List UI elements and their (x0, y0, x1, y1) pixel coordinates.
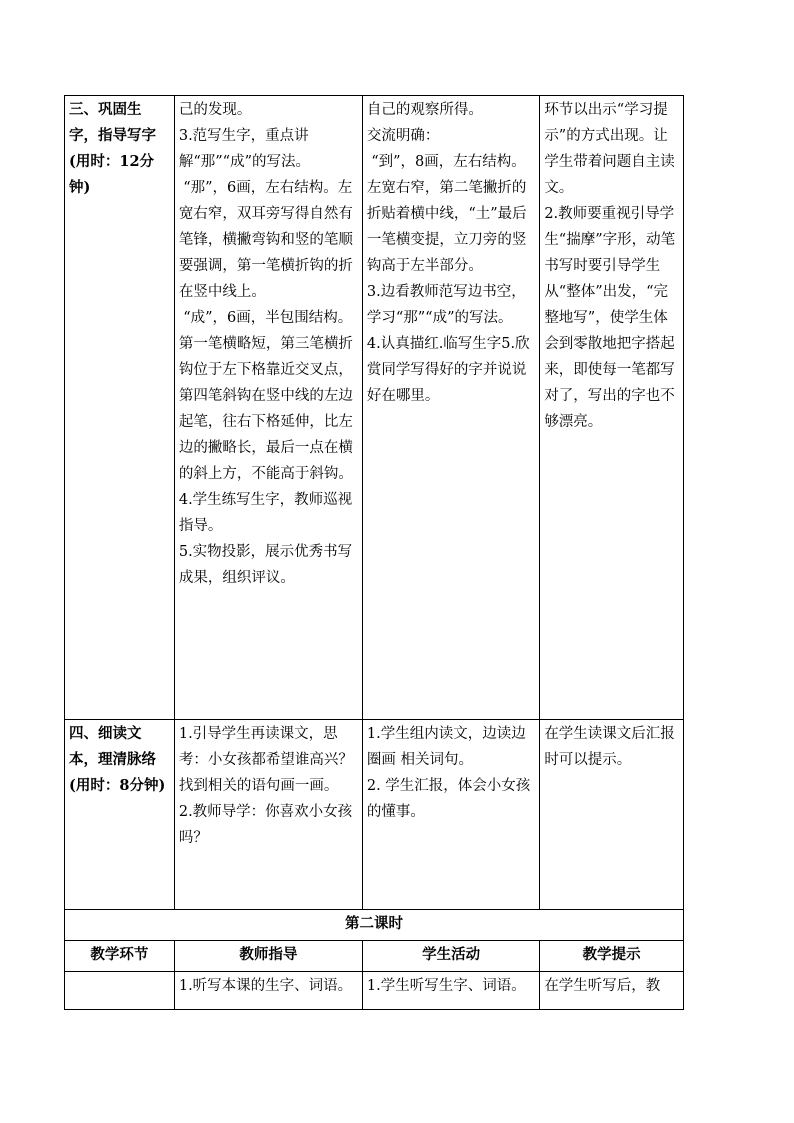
lesson-plan-table (64, 95, 684, 1010)
section-title: 第二课时 (65, 910, 684, 941)
table-header-row (65, 941, 684, 972)
student-cell-dictation: 1.学生听写生字、词语。 (362, 972, 539, 1010)
tip-cell-dictation: 在学生听写后，教 (540, 972, 684, 1010)
paragraph: 在学生读课文后汇报时可以提示。 (544, 726, 675, 768)
stage-cell-reading (65, 720, 175, 910)
stage-cell-dictation (65, 972, 175, 1010)
tip-cell-reading (540, 720, 684, 910)
paragraph: 2.教师要重视引导学生“揣摩”字形，动笔书写时要引导学生从“整体”出发，“完整地写”，使学生体会到零散地把字搭起来，即使每一笔都写对了，写出的字也不够漂亮。 (544, 206, 676, 430)
stage-label: 四、细读文本，理清脉络(用时：8分钟) (69, 725, 166, 794)
stage-cell-consolidate (65, 96, 175, 720)
paragraph: “那”，6画，左右结构。左宽右窄，双耳旁写得自然有笔锋，横撇弯钩和竖的笔顺要强调，第一笔横折钩的折在竖中线上。 (178, 180, 353, 300)
paragraph: 2.教师导学：你喜欢小女孩吗？ (178, 804, 353, 846)
table-row-dictation (65, 972, 684, 1010)
teacher-cell-consolidate (174, 96, 362, 720)
paragraph: 5.实物投影，展示优秀书写成果，组织评议。 (178, 544, 353, 586)
paragraph: 2. 学生汇报，体会小女孩的懂事。 (366, 778, 531, 820)
column-header-tip: 教学提示 (540, 941, 684, 972)
table-row-section-title (65, 910, 684, 941)
paragraph: 己的发现。 (178, 102, 252, 118)
paragraph: 1.学生组内读文，边读边圈画 相关词句。 (366, 726, 526, 768)
column-header-student: 学生活动 (362, 941, 539, 972)
paragraph: “到”，8画，左右结构。左宽右窄，第二笔撇折的折贴着横中线，“土”最后一笔横变提，立刀旁的竖钩高于左半部分。 (366, 154, 527, 274)
table-row-reading (65, 720, 684, 910)
student-cell-reading (362, 720, 539, 910)
table-row-consolidate (65, 96, 684, 720)
column-header-stage: 教学环节 (65, 941, 175, 972)
teacher-cell-dictation: 1.听写本课的生字、词语。 (174, 972, 362, 1010)
paragraph: “成”，6画，半包围结构。第一笔横略短，第三笔横折钩位于左下格靠近交叉点，第四笔斜钩在竖中线的左边起笔，往右下格延伸，比左边的撇略长，最后一点在横的斜上方，不能高于斜钩。 (178, 310, 353, 482)
paragraph: 自己的观察所得。 (366, 102, 483, 118)
paragraph: 3.范写生字，重点讲解“那”“成”的写法。 (178, 128, 310, 170)
student-cell-consolidate (362, 96, 539, 720)
column-header-teacher: 教师指导 (174, 941, 362, 972)
paragraph: 环节以出示“学习提示”的方式出现。让学生带着问题自主读文。 (544, 102, 675, 196)
tip-cell-consolidate (540, 96, 684, 720)
paragraph: 1.引导学生再读课文，思考：小女孩都希望谁高兴？找到相关的语句画一画。 (178, 726, 353, 794)
paragraph: 4.认真描红.临写生字5.欣赏同学写得好的字并说说好在哪里。 (366, 336, 530, 404)
paragraph: 交流明确： (366, 128, 440, 144)
paragraph: 3.边看教师范写边书空，学习“那”“成”的写法。 (366, 284, 526, 326)
teacher-cell-reading (174, 720, 362, 910)
stage-label: 三、巩固生字，指导写字(用时：12分钟) (69, 101, 156, 196)
paragraph: 4.学生练写生字，教师巡视指导。 (178, 492, 353, 534)
